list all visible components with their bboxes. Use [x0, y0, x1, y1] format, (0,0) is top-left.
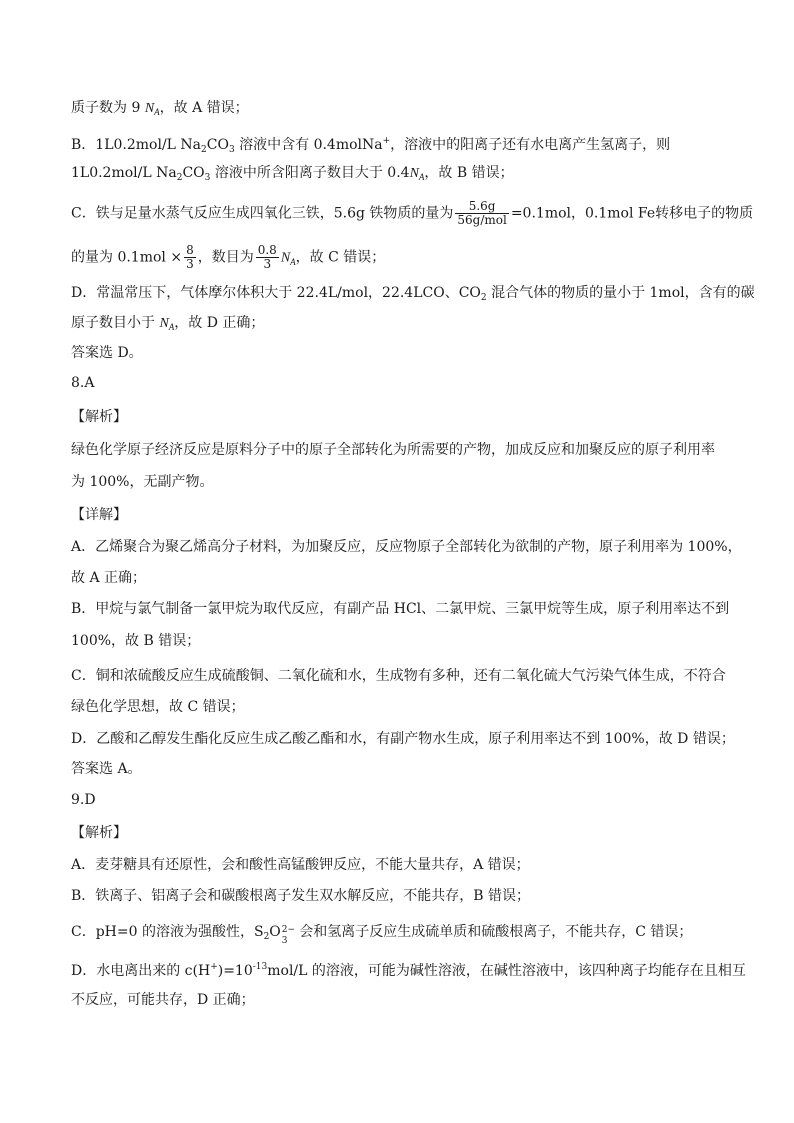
text-line: 100%，故 B 错误； — [71, 633, 201, 649]
text-line: 答案选 D。 — [71, 345, 143, 361]
section-heading: 【详解】 — [71, 507, 127, 523]
text-line: 为 100%，无副产物。 — [71, 474, 214, 490]
text-line: B．甲烷与氯气制备一氯甲烷为取代反应，有副产品 HCl、二氯甲烷、三氯甲烷等生成，原子利用率达不到 — [71, 601, 730, 617]
text-line: A．乙烯聚合为聚乙烯高分子材料，为加聚反应，反应物原子全部转化为欲制的产物，原子利用率为 100%， — [71, 539, 742, 555]
text-line: D．水电离出来的 $c(H^+)=10^{-13}mol/L$ 的溶液，可能为碱性溶液，在碱性溶液中，该四种离子均能存在且相互 — [71, 962, 746, 979]
text-line: D．常温常压下，气体摩尔体积大于 22.4L/mol，22.4LCO、$CO_2$ 混合气体的物质的量小于 1mol，含有的碳 — [71, 285, 755, 303]
text-line: 质子数为 9 $N_A$，故 A 错误； — [71, 100, 249, 117]
text-line: B．1L0.2mol/L $Na_2CO_3$ 溶液中含有 0.4molNa+，溶液中的阳离子还有水电离产生氢离子，则 — [71, 136, 671, 155]
text-line: 绿色化学思想，故 C 错误； — [71, 699, 245, 715]
text-line: C．pH=0 的溶液为强酸性，$S_2O$ 2− 3 会和氢离子反应生成硫单质和硫酸根离子，不能共存，C 错误； — [71, 924, 693, 946]
text-line: 的量为 0.1mol × $\frac{8}{3}$ ，数目为 $\frac{0.8}{3}$ $N_A$，故 C 错误； — [71, 243, 386, 271]
section-heading: 【解析】 — [71, 825, 127, 841]
text-line: B．铁离子、铝离子会和碳酸根离子发生双水解反应，不能共存，B 错误； — [71, 888, 531, 904]
fraction: $\frac{5.6g}{\text{56g/mol}}$ — [457, 199, 507, 227]
text-line: 1L0.2mol/L $Na_2CO_3$ 溶液中所含阳离子数目大于 $0.4N_A$，故 B 错误； — [71, 165, 514, 183]
fraction: $\frac{8}{3}$ — [186, 243, 194, 271]
text-line: C．铁与足量水蒸气反应生成四氧化三铁，5.6g 铁物质的量为 $\frac{5.6g}{\text{56g/mol}}$ =0.1mol，0.1mol Fe转移电子的物质 — [71, 199, 754, 227]
text-line: C．铜和浓硫酸反应生成硫酸铜、二氧化硫和水，生成物有多种，还有二氧化硫大气污染气体生成，不符合 — [71, 668, 726, 684]
question-number: 8.A — [71, 375, 95, 391]
text-line: 答案选 A。 — [71, 761, 142, 777]
text-line: 绿色化学原子经济反应是原料分子中的原子全部转化为所需要的产物，加成反应和加聚反应的原子利用率 — [71, 442, 715, 458]
text-line: A．麦芽糖具有还原性，会和酸性高锰酸钾反应，不能大量共存，A 错误； — [71, 857, 530, 873]
question-number: 9.D — [71, 792, 96, 808]
fraction: $\frac{0.8}{3}$ — [257, 243, 277, 271]
text-line: 不反应，可能共存，D 正确； — [71, 992, 255, 1008]
text-line: D．乙酸和乙醇发生酯化反应生成乙酸乙酯和水，有副产物水生成，原子利用率达不到 100%，故 D 错误； — [71, 731, 735, 747]
section-heading: 【解析】 — [71, 409, 127, 425]
text-line: 原子数目小于 $N_A$，故 D 正确； — [71, 315, 265, 332]
text-line: 故 A 正确； — [71, 570, 147, 586]
